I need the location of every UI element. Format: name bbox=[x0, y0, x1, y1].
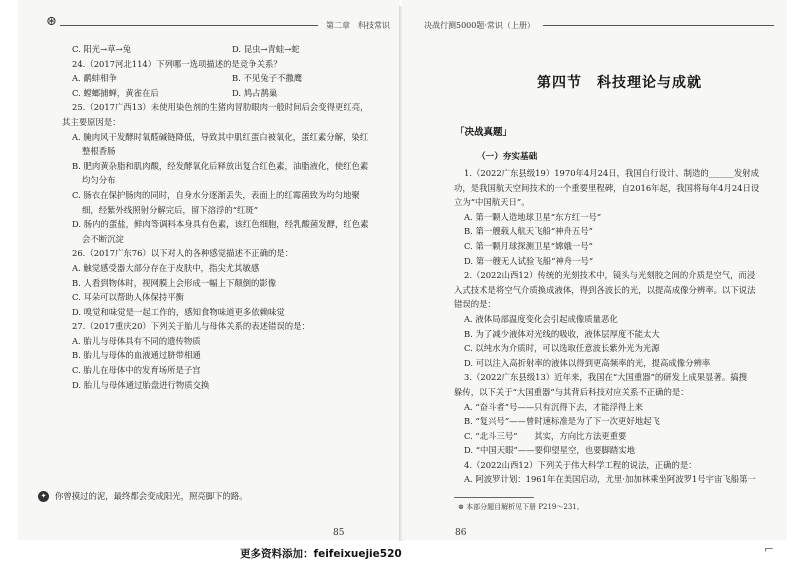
option-text: A. “奋斗者”号——只有沉得下去，才能浮得上来 bbox=[464, 401, 644, 412]
question-text: 27.（2017重庆20）下列关于胎儿与母体关系的表述错误的是： bbox=[72, 321, 310, 332]
option-text: B. “复兴号”——曾时速标准是为了下一次更好地起飞 bbox=[464, 416, 660, 427]
option-row bbox=[62, 86, 392, 101]
option-text: A. 阿波罗计划：1961年在美国启动，尤里·加加林乘坐阿波罗1号宇宙飞船第一 bbox=[464, 474, 756, 485]
question-text-continued: 入式技术是将空气介质换成液体，得到各波长的光，以提高成像分辨率。以下说法 bbox=[454, 284, 756, 295]
header-rule bbox=[60, 25, 318, 26]
left-page-number: 85 bbox=[333, 528, 345, 538]
option-text: C. “北斗三号” 其实，方向比方法更重要 bbox=[464, 430, 627, 441]
option-text: A. 液体局部温度变化会引起成像质量恶化 bbox=[464, 313, 618, 324]
option-text: D. 第一艘无人试验飞船“神舟一号” bbox=[464, 255, 594, 266]
option-text: A. 鹬蚌相争 bbox=[72, 73, 117, 84]
option-text: D. 鸠占鹊巢 bbox=[232, 87, 278, 98]
header-rule bbox=[543, 25, 774, 26]
question-text: 26.（2017广东76）以下对人的各种感觉描述不正确的是： bbox=[72, 248, 294, 259]
option-text: B. 为了减少液体对光线的吸收，液体层厚度不能太大 bbox=[464, 328, 660, 339]
right-book-title: 决战行测5000题·常识（上册） bbox=[424, 21, 535, 30]
option-text: D. 嗅觉和味觉是一起工作的，感知食物味道更多依赖味觉 bbox=[72, 306, 285, 317]
question-text: 25.（2017广西13）未使用染色剂的生猪肉冒肋眼肉一般时间后会变得更红亮， bbox=[72, 102, 369, 113]
left-question-column bbox=[62, 42, 392, 392]
question-text-continued: 功，是我国航天空间技术的一个重要里程碑，自2016年起，我国将每年4月24日设 bbox=[454, 182, 760, 193]
subsection-title: （一）夯实基础 bbox=[477, 152, 538, 162]
option-text: C. 胎儿在母体中的发育场所是子宫 bbox=[72, 365, 201, 376]
option-text: B. 不见兔子不撒鹰 bbox=[232, 73, 303, 84]
bottom-banner: 更多资料添加：feifeixuejie520 bbox=[240, 548, 402, 560]
option-text: C. 以纯水为介质时，可以选取任意波长紫外光为光源 bbox=[464, 343, 660, 354]
question-text-continued: 错误的是： bbox=[454, 299, 496, 310]
sparkle-icon: ✦ bbox=[38, 491, 49, 502]
question-text: 2.（2022山西12）传统的光刻技术中，镜头与光刻胶之间的介质是空气，而浸 bbox=[464, 270, 756, 281]
option-text: A. 胎儿与母体具有不同的遗传物质 bbox=[72, 335, 201, 346]
question-text: 3.（2022广东县级13）近年来，我国在“大国重器”的研发上成果显著。搞搜 bbox=[464, 372, 748, 383]
option-text: B. 胎儿与母体的血液通过脐带相通 bbox=[72, 350, 201, 361]
corner-mark-icon: ⌐ bbox=[764, 542, 775, 556]
option-text: D. “中国天眼”——要仰望星空，也要脚踏实地 bbox=[464, 445, 636, 456]
option-text: D. 胎儿与母体通过胎盘进行物质交换 bbox=[72, 379, 210, 390]
page-corner-icon: ⊛ bbox=[46, 14, 57, 29]
question-text-continued: 躲传，以下关于“大国重器”与其背后科技对应关系不正确的是： bbox=[454, 386, 689, 397]
question-text-continued: 其主要原因是： bbox=[62, 116, 121, 127]
option-text: B. 人看到物体时，视网膜上会形成一幅上下颠倒的影像 bbox=[72, 277, 277, 288]
section-title: 第四节 科技理论与成就 bbox=[537, 75, 702, 91]
option-text: A. 第一颗人造地球卫星“东方红一号” bbox=[464, 211, 602, 222]
right-question-column bbox=[454, 166, 790, 487]
left-chapter-title: 第二章 科技常识 bbox=[326, 21, 390, 30]
right-running-header bbox=[424, 20, 774, 31]
motto-text: 你曾摸过的泥，最终都会变成阳光，照亮脚下的路。 bbox=[55, 491, 248, 501]
option-text-continued: 会不断沉淀 bbox=[82, 233, 124, 244]
option-text: C. 肠衣在保护肠肉的同时，自身水分逐渐丢失，表面上的红霉菌致为均匀地聚 bbox=[72, 189, 360, 200]
option-text: C. 第一颗月球探测卫星“嫦娥一号” bbox=[464, 240, 593, 251]
option-text-continued: 整根香肠 bbox=[82, 146, 116, 157]
option-text: C. 阳光→草→兔 bbox=[72, 44, 131, 54]
option-text-continued: 均匀分布 bbox=[82, 175, 116, 186]
question-text: 24.（2017河北114）下列哪一选项描述的是竞争关系？ bbox=[72, 58, 282, 69]
option-text-continued: 细，经紫外线照射分解完后，留下溶浮的“红斑” bbox=[82, 204, 259, 215]
footnote-rule bbox=[454, 497, 534, 498]
option-text: B. 第一艘载人航天飞船“神舟五号” bbox=[464, 226, 593, 237]
right-page-number: 86 bbox=[455, 528, 467, 538]
option-text: A. 腌肉风干发酵时氧醛碱链降低，导致其中肌红蛋白被氧化，蛋红素分解，染红 bbox=[72, 131, 369, 142]
option-row bbox=[62, 42, 392, 57]
question-text-continued: 立为“中国航天日”。 bbox=[454, 197, 530, 208]
option-text: C. 螳螂捕蝉，黄雀在后 bbox=[72, 87, 159, 98]
option-text: D. 肠内的蛋盐，鲜肉等调料本身具有色素，该红色细胞，经乳酸菌发酵，红色素 bbox=[72, 219, 369, 230]
question-text: 1.（2022广东县级19）1970年4月24日，我国自行设计、制造的______发射成 bbox=[464, 168, 760, 178]
option-text: C. 耳朵可以帮助人体保持平衡 bbox=[72, 292, 184, 303]
left-running-header bbox=[60, 20, 390, 31]
question-text: 4.（2022山西12）下列关于伟大科学工程的说法，正确的是： bbox=[464, 459, 697, 470]
footnote: ⊗ 本部分题目解析见下册 P219～231。 bbox=[458, 503, 584, 511]
option-text: B. 肥肉黄杂脂和肌肉酸，经发酵氧化后释放出复合红色素，油脂液化，使红色素 bbox=[72, 160, 369, 171]
option-text: D. 昆虫→青蛙→蛇 bbox=[232, 44, 300, 54]
option-text: A. 触觉感受器大部分存在于皮肤中，指尖尤其敏感 bbox=[72, 262, 260, 273]
option-row bbox=[62, 71, 392, 86]
motto-banner bbox=[38, 490, 248, 502]
option-text: D. 可以注入高折射率的液体以得到更高频率的光，提高成像分辨率 bbox=[464, 357, 711, 368]
zone-title: 「决战真题」 bbox=[455, 127, 513, 138]
